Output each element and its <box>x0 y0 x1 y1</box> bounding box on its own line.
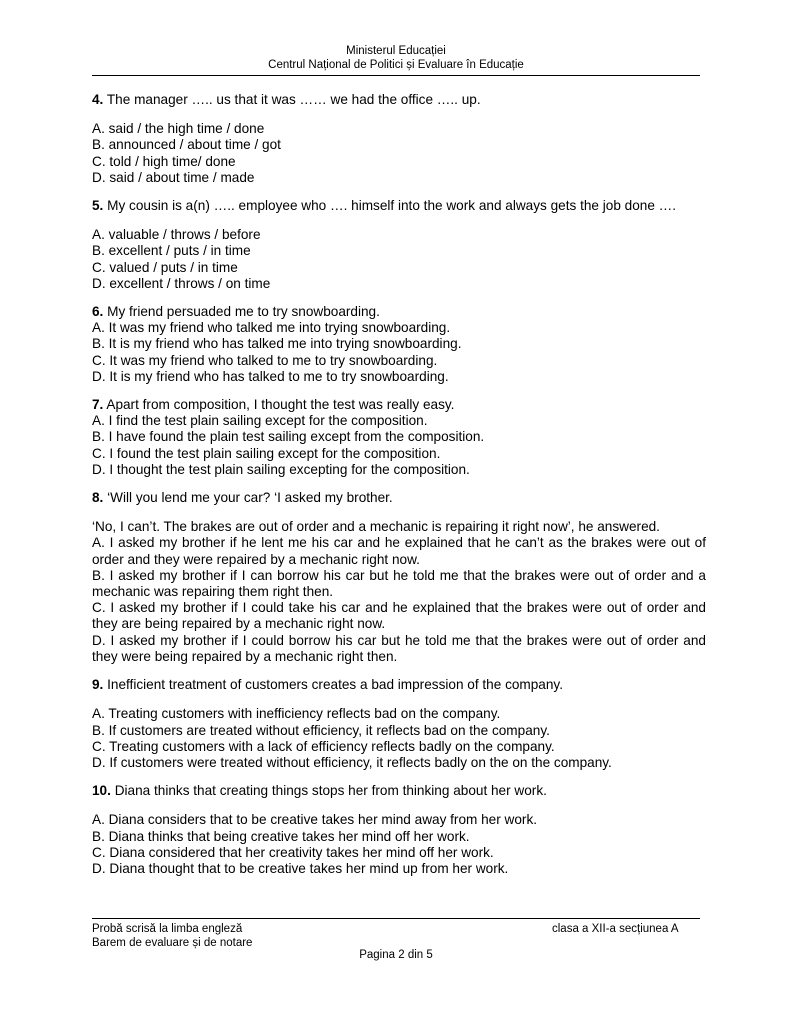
option-b: B. I have found the plain test sailing except from the composition. <box>92 429 485 445</box>
option-d: D. said / about time / made <box>92 169 255 185</box>
footer-divider <box>92 918 700 919</box>
question-8 <box>92 490 706 665</box>
question-number: 10. <box>92 783 111 799</box>
option-b: B. Diana thinks that being creative takes her mind off her work. <box>92 828 470 844</box>
option-c: C. Treating customers with a lack of efficiency reflects badly on the company. <box>92 738 555 754</box>
option-d: D. If customers were treated without efficiency, it reflects badly on the on the company. <box>92 754 612 770</box>
option-b: B. It is my friend who has talked me into trying snowboarding. <box>92 336 462 352</box>
option-a: A. Diana considers that to be creative takes her mind away from her work. <box>92 812 538 828</box>
question-number: 5. <box>92 198 104 214</box>
option-a: A. valuable / throws / before <box>92 227 261 243</box>
header-ministry: Ministerul Educației <box>346 45 446 57</box>
question-number: 7. <box>92 397 104 413</box>
option-c: C. told / high time/ done <box>92 153 236 169</box>
option-c: C. I found the test plain sailing except for the composition. <box>92 445 441 461</box>
question-reply: ‘No, I can’t. The brakes are out of order and a mechanic is repairing it right now’, he answered. <box>92 519 660 535</box>
option-c: C. Diana considered that her creativity takes her mind off her work. <box>92 844 494 860</box>
question-5 <box>92 198 706 292</box>
question-stem: The manager ….. us that it was …… we had the office ….. up. <box>106 92 481 107</box>
header-center: Centrul Național de Politici și Evaluare în Educație <box>268 59 524 71</box>
question-number: 8. <box>92 490 104 506</box>
question-6 <box>92 304 706 385</box>
question-number: 4. <box>92 92 104 107</box>
footer-left <box>92 922 252 950</box>
footer-exam-title: Probă scrisă la limba engleză <box>92 923 243 935</box>
page-number: Pagina 2 din 5 <box>359 949 433 961</box>
question-7 <box>92 397 706 478</box>
option-c: C. valued / puts / in time <box>92 259 238 275</box>
option-d: D. It is my friend who has talked to me to try snowboarding. <box>92 368 449 384</box>
option-d: D. I thought the test plain sailing excepting for the composition. <box>92 461 470 477</box>
option-a: A. I find the test plain sailing except for the composition. <box>92 413 428 429</box>
option-d: D. I asked my brother if I could borrow his car but he told me that the brakes were out of order and they were being repaired by a mechanic right then. <box>92 632 706 664</box>
question-list <box>92 92 706 877</box>
option-a: A. It was my friend who talked me into trying snowboarding. <box>92 320 451 336</box>
question-10 <box>92 783 706 877</box>
question-stem: Apart from composition, I thought the test was really easy. <box>106 397 455 413</box>
question-9 <box>92 677 706 771</box>
option-b: B. If customers are treated without efficiency, it reflects bad on the company. <box>92 722 550 738</box>
question-number: 9. <box>92 677 104 693</box>
option-a: A. I asked my brother if he lent me his car and he explained that he can’t as the brakes were out of order and they were repaired by a mechanic right now. <box>92 535 706 567</box>
question-stem: My cousin is a(n) ….. employee who …. himself into the work and always gets the job done …. <box>107 198 677 214</box>
footer-class-section: clasa a XII-a secțiunea A <box>552 923 679 935</box>
question-stem: My friend persuaded me to try snowboarding. <box>107 304 380 320</box>
option-b: B. excellent / puts / in time <box>92 243 251 259</box>
option-b: B. I asked my brother if I can borrow his car but he told me that the brakes were out of order and a mechanic was repairing them right then. <box>92 567 706 600</box>
option-b: B. announced / about time / got <box>92 137 281 153</box>
header-divider <box>92 75 700 76</box>
question-4 <box>92 92 706 186</box>
option-c: C. I asked my brother if I could take his car and he explained that the brakes were out of order and they are being repaired by a mechanic right now. <box>92 600 706 632</box>
option-a: A. Treating customers with inefficiency reflects bad on the company. <box>92 706 501 722</box>
page-header <box>92 44 700 72</box>
question-stem: ‘Will you lend me your car? ‘I asked my brother. <box>107 490 393 506</box>
option-c: C. It was my friend who talked to me to try snowboarding. <box>92 352 438 368</box>
question-stem: Diana thinks that creating things stops her from thinking about her work. <box>114 783 547 799</box>
footer-grading-title: Barem de evaluare și de notare <box>92 937 253 949</box>
question-stem: Inefficient treatment of customers creates a bad impression of the company. <box>107 677 563 693</box>
option-d: D. Diana thought that to be creative takes her mind up from her work. <box>92 860 509 876</box>
option-d: D. excellent / throws / on time <box>92 275 271 291</box>
option-a: A. said / the high time / done <box>92 121 265 137</box>
question-number: 6. <box>92 304 104 320</box>
